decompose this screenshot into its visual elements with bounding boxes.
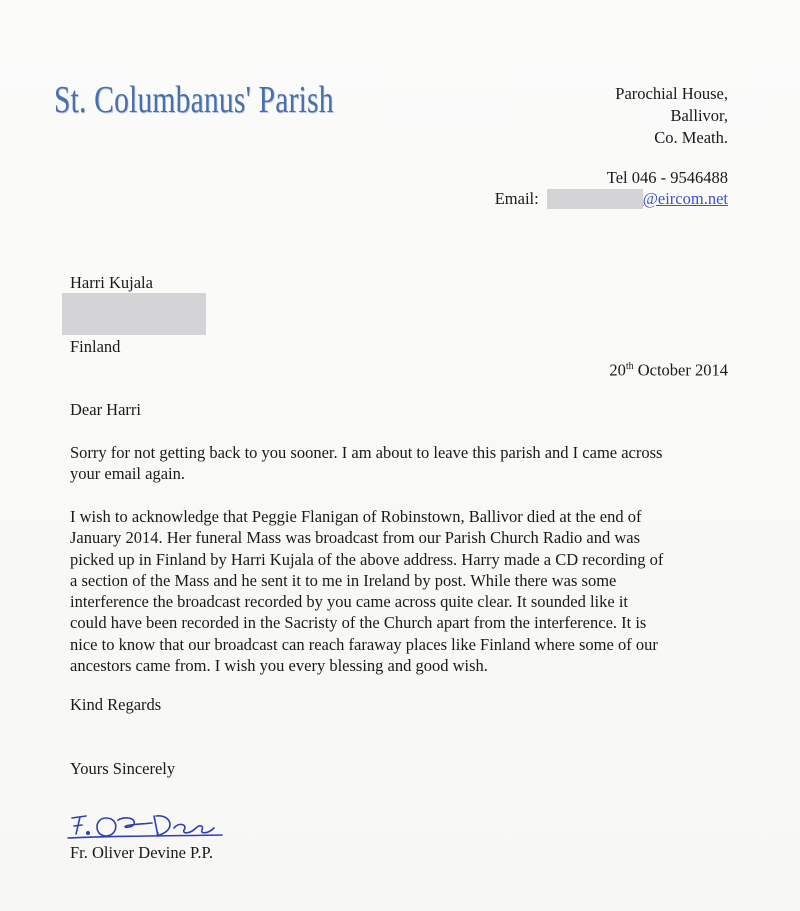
paragraph-line: could have been recorded in the Sacristy of the Church apart from the interference. It is <box>70 613 647 633</box>
date-suffix: th <box>625 361 634 372</box>
date-day: 20 <box>609 360 626 380</box>
paragraph-1 <box>70 442 740 485</box>
address-line-2: Ballivor, <box>670 106 728 125</box>
paragraph-line: I wish to acknowledge that Peggie Flanigan of Robinstown, Ballivor died at the end of <box>70 507 642 526</box>
recipient-name: Harri Kujala <box>70 273 153 292</box>
salutation: Dear Harri <box>70 400 141 419</box>
date-rest: October 2014 <box>633 360 728 380</box>
letter-date <box>609 356 728 382</box>
paragraph-line: picked up in Finland by Harri Kujala of the above address. Harry made a CD recording of <box>70 549 664 569</box>
paragraph-line: Sorry for not getting back to you sooner. I am about to leave this parish and I came across <box>70 443 663 462</box>
paragraph-line: your email again. <box>70 464 186 484</box>
recipient-country: Finland <box>70 337 121 356</box>
address-line-1: Parochial House, <box>615 84 728 103</box>
email-row <box>495 188 728 210</box>
paragraph-line: January 2014. Her funeral Mass was broadcast from our Parish Church Radio and was <box>70 528 641 548</box>
paragraph-line: nice to know that our broadcast can reach faraway places like Finland where some of our <box>70 634 658 654</box>
paragraph-line: ancestors came from. I wish you every blessing and good wish. <box>70 656 488 676</box>
email-label: Email: <box>494 189 539 208</box>
handwritten-signature <box>66 806 226 842</box>
redacted-recipient-address <box>62 293 206 335</box>
sender-address <box>615 83 728 149</box>
telephone: Tel 046 - 9546488 <box>606 168 728 187</box>
email-link[interactable]: @eircom.net <box>642 189 728 208</box>
closing-sincerely: Yours Sincerely <box>70 759 176 778</box>
paragraph-line: interference the broadcast recorded by you came across quite clear. It sounded like it <box>70 592 629 612</box>
paragraph-line: a section of the Mass and he sent it to me in Ireland by post. While there was some <box>70 570 617 590</box>
signatory-name: Fr. Oliver Devine P.P. <box>70 843 214 862</box>
address-line-3: Co. Meath. <box>654 128 728 147</box>
parish-title: St. Columbanus' Parish <box>54 79 334 121</box>
paragraph-2 <box>70 506 740 676</box>
closing-regards: Kind Regards <box>70 695 162 714</box>
redacted-email-user <box>547 189 643 209</box>
